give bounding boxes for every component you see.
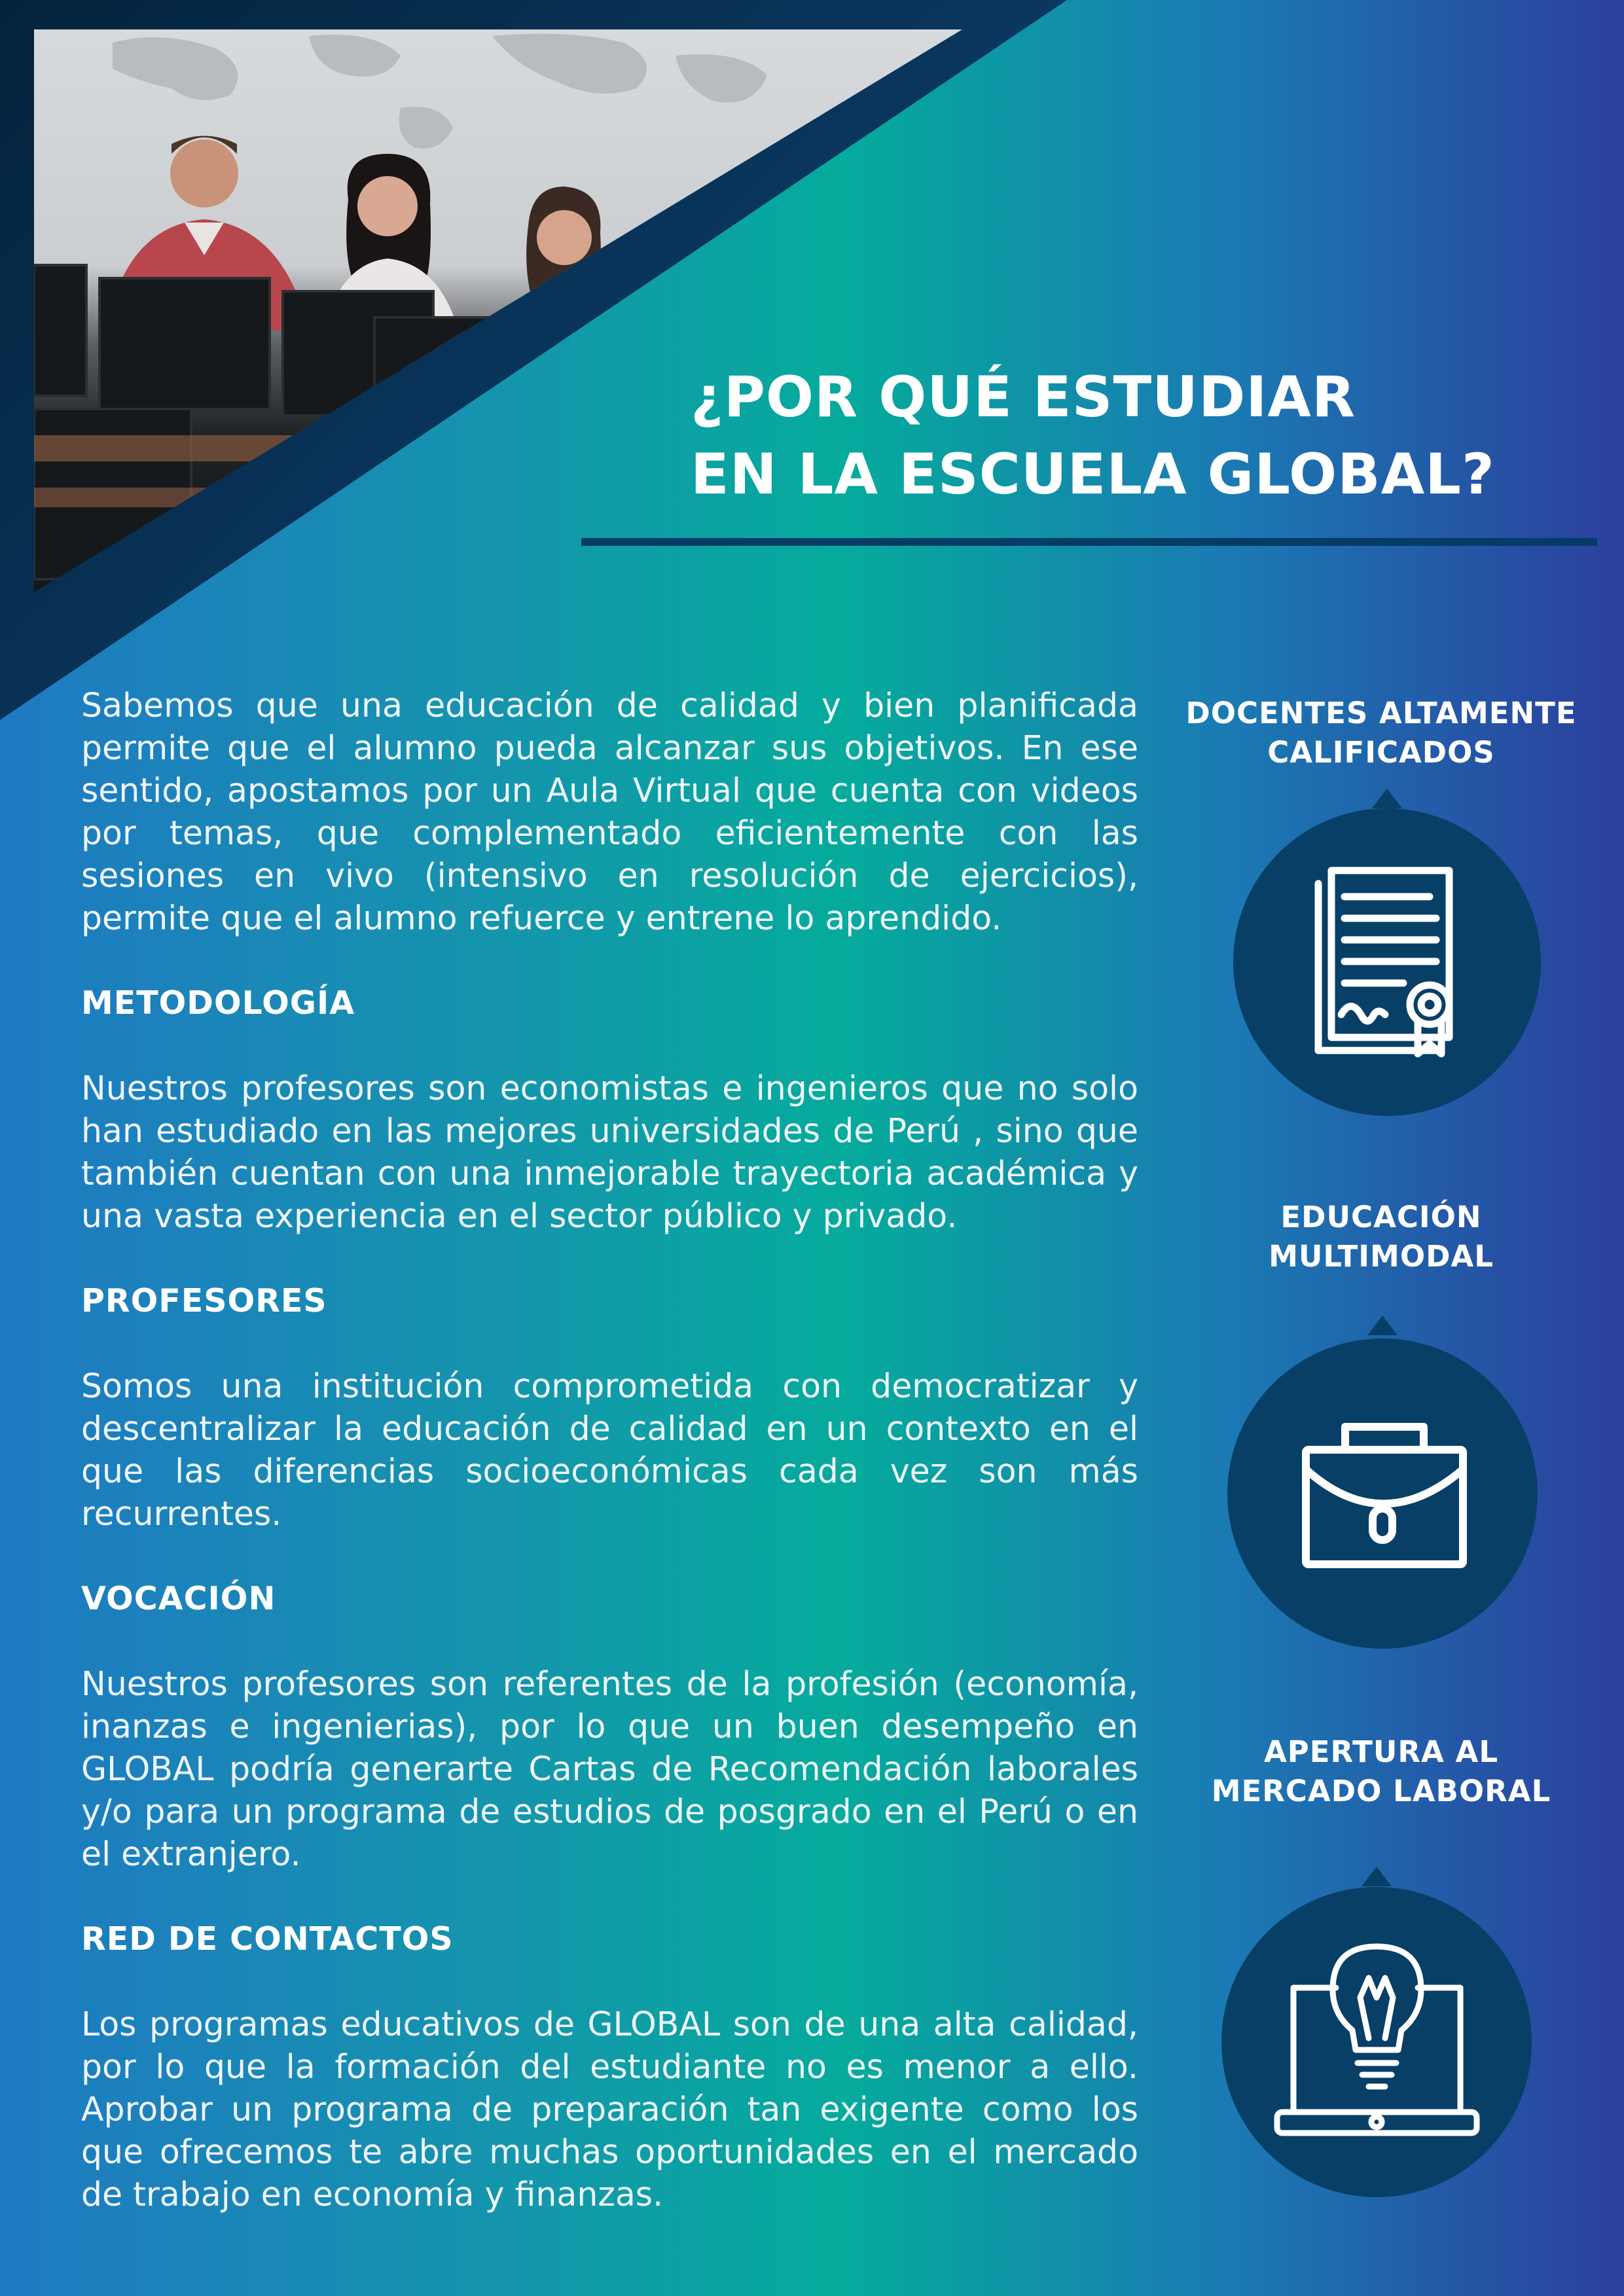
- certificate-badge: [1233, 789, 1541, 1119]
- section-text-profesores: Somos una institución comprometida con democratizar y descentralizar la educación de calidad en un contexto en el que las diferencias socioeconómicas cada vez son más recurrentes.: [81, 1367, 1138, 1533]
- feature-label-docentes: DOCENTES ALTAMENTE CALIFICADOS: [1185, 696, 1577, 770]
- section-heading-metodologia: METODOLOGÍA: [81, 984, 355, 1022]
- feature-educacion: [1165, 1198, 1597, 1276]
- laptop-badge: [1221, 1867, 1532, 2197]
- section-heading-red-de-contactos: RED DE CONTACTOS: [81, 1920, 454, 1958]
- intro-paragraph: Sabemos que una educación de calidad y bien planificada permite que el alumno pueda alcanzar sus objetivos. En ese sentido, apostamos por un Aula Virtual que cuenta con videos por temas, que complementado eficientemente con las sesiones en vivo (intensivo en resolución de ejercicios), permite que el alumno refuerce y entrene lo aprendido.: [81, 686, 1138, 937]
- briefcase-badge: [1227, 1316, 1538, 1649]
- feature-label-apertura: APERTURA AL MERCADO LABORAL: [1211, 1734, 1551, 1808]
- certificate-icon: [1233, 789, 1541, 1119]
- main-content: [81, 684, 1138, 2215]
- section-text-vocacion: Nuestros profesores son referentes de la profesión (economía, inanzas e ingenierias), por lo que un buen desempeño en GLOBAL podría generarte Cartas de Recomendación laborales y/o para un programa de estudios de posgrado en el Perú o en el extranjero.: [81, 1664, 1138, 1873]
- title-divider: [581, 538, 1597, 546]
- page-title: [691, 359, 1607, 513]
- briefcase-icon: [1227, 1316, 1538, 1649]
- section-text-metodologia: Nuestros profesores son economistas e ingenieros que no solo han estudiado en las mejores universidades de Perú , sino que también cuentan con una inmejorable trayectoria académica y una vasta experiencia en el sector público y privado.: [81, 1069, 1138, 1235]
- laptop-lightbulb-icon: [1221, 1867, 1532, 2197]
- feature-docentes: [1165, 694, 1597, 772]
- page-title-line-2: EN LA ESCUELA GLOBAL?: [691, 442, 1495, 507]
- section-text-red-de-contactos: Los programas educativos de GLOBAL son de una alta calidad, por lo que la formación del estudiante no es menor a ello. Aprobar un programa de preparación tan exigente como los que ofrecemos te abre muchas oportunidades en el mercado de trabajo en economía y finanzas.: [81, 2005, 1138, 2214]
- feature-label-educacion: EDUCACIÓN MULTIMODAL: [1269, 1200, 1494, 1274]
- section-heading-profesores: PROFESORES: [81, 1282, 327, 1319]
- section-heading-vocacion: VOCACIÓN: [81, 1580, 276, 1617]
- feature-apertura: [1165, 1732, 1597, 1811]
- page-title-line-1: ¿POR QUÉ ESTUDIAR: [691, 365, 1356, 430]
